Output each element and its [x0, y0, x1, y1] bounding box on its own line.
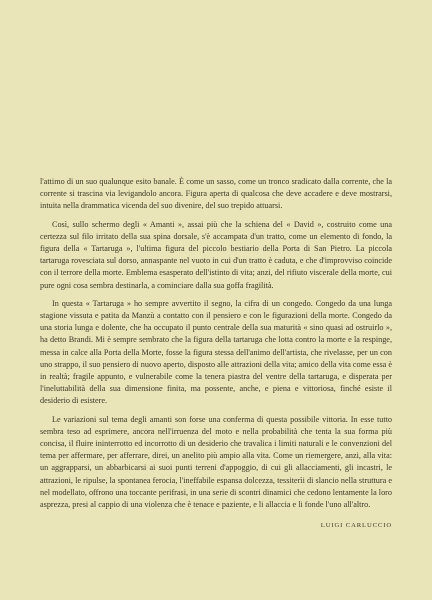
- paragraph-4: Le variazioni sul tema degli amanti son forse una conferma di questa possibile vittoria. In esse tutto sembra teso ad esprimere, ancora nell'irruenza del moto e nella probabilità che tenta la sua forma più concisa, il fluire ininterrotto ed incorrotto di un desiderio che travalica i limiti naturali e le convenzioni del tema per affermare, per afferrare, direi, un anelito più ampio alla vita. Come un riemergere, anzi, alla vita: un aggrapparsi, un abbarbicarsi ai suoi punti terreni d'appoggio, di cui gli allacciamenti, gli incastri, le attrazioni, le ripulse, la spontanea ferocia, l'ineffabile espansa dolcezza, tessiterìi di slancio nella struttura e nel modellato, offrono una toccante perifrasi, in una serie di scontri dinamici che cedono lentamente la loro asprezza, presi al cappio di una violenza che è tenace e paziente, e li allaccia e li fonde l'uno all'altro.: [40, 414, 392, 510]
- paragraph-3: In questa « Tartaruga » ho sempre avvertito il segno, la cifra di un congedo. Congedo da una lunga stagione vissuta e patita da Manzù a contatto con il pensiero e con le figurazioni della morte. Congedo da una storia lunga e dolente, che ha occupato il punto centrale della sua maturità « sino quasi ad ostruirlo », ha detto Brandi. Mi è sempre sembrato che la figura della tartaruga che lotta contro la morte e la respinge, messa in calce alla Porta della Morte, fosse la figura stessa dell'animo dell'artista, che rivelasse, per un con uno strappo, il suo pensiero di nuovo aperto, disposto alle attrazioni della vita; amico della vita come essa è in realtà; fragile appunto, e vulnerabile come la tenera piastra del ventre della tartaruga, e disperata per l'ineluttabilità della sua dimensione finita, ma possente, anche, e piena e vittoriosa, finché esiste il desiderio di esistere.: [40, 298, 392, 406]
- author-signature: LUIGI CARLUCCIO: [320, 522, 392, 530]
- essay-text-block: [40, 176, 392, 531]
- paragraph-2: Così, sullo schermo degli « Amanti », assai più che la schiena del « David », costruito come una certezza sul filo irritato della sua spina dorsale, s'è accampata d'un tratto, come un elemento di fondo, la figura della « Tartaruga », l'ultima figura del piccolo bestiario della Porta di San Pietro. La piccola tartaruga rovesciata sul dorso, annaspante nel vuoto in cui d'un tratto è caduta, e che d'improvviso coincide con il terrore della morte. Emblema esasperato dell'istinto di vita; anzi, del rifiuto viscerale della morte, cui pure ogni cosa sembra destinarla, a cominciare dalla sua goffa fragilità.: [40, 219, 392, 290]
- paragraph-1: l'attimo di un suo qualunque esito banale. È come un sasso, come un tronco sradicato dalla corrente, che la corrente si trascina via levigandolo ancora. Figura aperta di qualcosa che deve accadere e deve mostrarsi, intuita nella drammatica vicenda del suo divenire, del suo trepido attuarsi.: [40, 177, 392, 211]
